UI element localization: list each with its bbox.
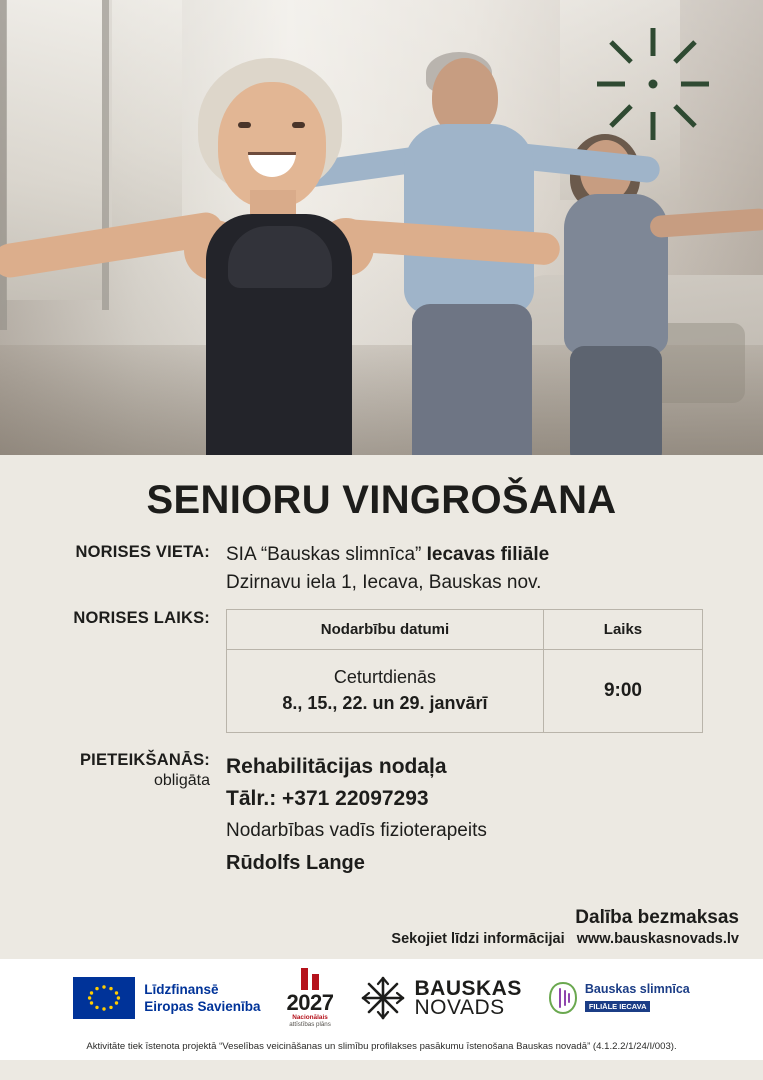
hospital-text (585, 982, 690, 1014)
row-place (30, 541, 733, 597)
place-label: NORISES VIETA: (75, 543, 210, 561)
hero-image (0, 0, 763, 455)
national-development-plan-logo (287, 968, 334, 1029)
bs-line2: FILIĀLE IECAVA (585, 1001, 651, 1012)
logo-bar (0, 959, 763, 1037)
sparkle-sun-icon (595, 26, 711, 142)
np-bars-icon (301, 968, 319, 990)
bauskas-novads-text (415, 979, 522, 1017)
foreground-senior-woman (120, 30, 550, 455)
bauskas-slimnica-logo (548, 981, 690, 1015)
column-header-time: Laiks (543, 610, 702, 650)
bn-line2: NOVADS (414, 996, 505, 1019)
schedule-dates-cell (227, 650, 544, 733)
place-label-col (30, 541, 226, 562)
follow-info (24, 931, 739, 947)
free-participation-text: Dalība bezmaksas (575, 907, 739, 928)
eu-logo-text (144, 981, 260, 1015)
schedule-dates-line2: 8., 15., 22. un 29. janvārī (282, 693, 488, 713)
footer-note (0, 907, 763, 947)
row-schedule (30, 607, 733, 733)
eu-text-line1: Līdzfinansē (144, 982, 219, 997)
np-year: 2027 (286, 989, 334, 1015)
table-row (227, 650, 703, 733)
contact-block (226, 751, 733, 879)
schedule-table (226, 609, 703, 733)
signup-label-sub: obligāta (153, 772, 210, 789)
place-line2: Dzirnavu iela 1, Iecava, Bauskas nov. (226, 572, 542, 593)
disclaimer-text: Aktivitāte tiek īstenota projektā “Veselības veicināšanas un slimību profilakses pasākumu īstenošana Bauskas novadā” (4.1.2.2/1/24/I/003). (0, 1037, 763, 1060)
contact-phone: Tālr.: +371 22097293 (226, 787, 429, 810)
poster-content (0, 541, 763, 885)
snowflake-icon (360, 975, 406, 1021)
eu-logo (73, 977, 260, 1019)
window-frame (0, 0, 7, 330)
np-sub2: attīstības plāns (289, 1021, 331, 1029)
row-signup (30, 749, 733, 879)
schedule-dates-line1: Ceturtdienās (333, 667, 436, 687)
window-frame (102, 0, 109, 310)
time-label-col (30, 607, 226, 628)
place-line1 (226, 541, 733, 569)
table-header-row (227, 610, 703, 650)
np-sub1: Nacionālais (292, 1013, 328, 1021)
bs-line1: Bauskas slimnīca (584, 982, 690, 996)
place-line1-bold: Iecavas filiāle (426, 544, 550, 565)
contact-department: Rehabilitācijas nodaļa (226, 755, 447, 778)
bauskas-novads-logo (360, 975, 522, 1021)
follow-text: Sekojiet līdzi informācijai (391, 931, 565, 947)
page-title: SENIORU VINGROŠANA (146, 478, 617, 522)
eu-flag-icon (73, 977, 135, 1019)
time-label: NORISES LAIKS: (73, 609, 210, 627)
website-link[interactable]: www.bauskasnovads.lv (576, 931, 739, 947)
schedule-time-cell: 9:00 (543, 650, 702, 733)
bn-line1: BAUSKAS (414, 977, 522, 1000)
place-value-col (226, 541, 733, 597)
column-header-dates: Nodarbību datumi (227, 610, 544, 650)
schedule-table-col (226, 607, 733, 733)
place-line1-normal: SIA “Bauskas slimnīca” (226, 544, 427, 565)
contact-person: Rūdolfs Lange (226, 852, 365, 874)
signup-label-col (30, 749, 226, 790)
signup-label: PIETEIKŠANĀS: (79, 751, 210, 769)
hospital-emblem-icon (548, 981, 578, 1015)
eu-text-line2: Eiropas Savienība (144, 999, 261, 1014)
contact-note: Nodarbības vadīs fizioterapeits (226, 820, 487, 841)
